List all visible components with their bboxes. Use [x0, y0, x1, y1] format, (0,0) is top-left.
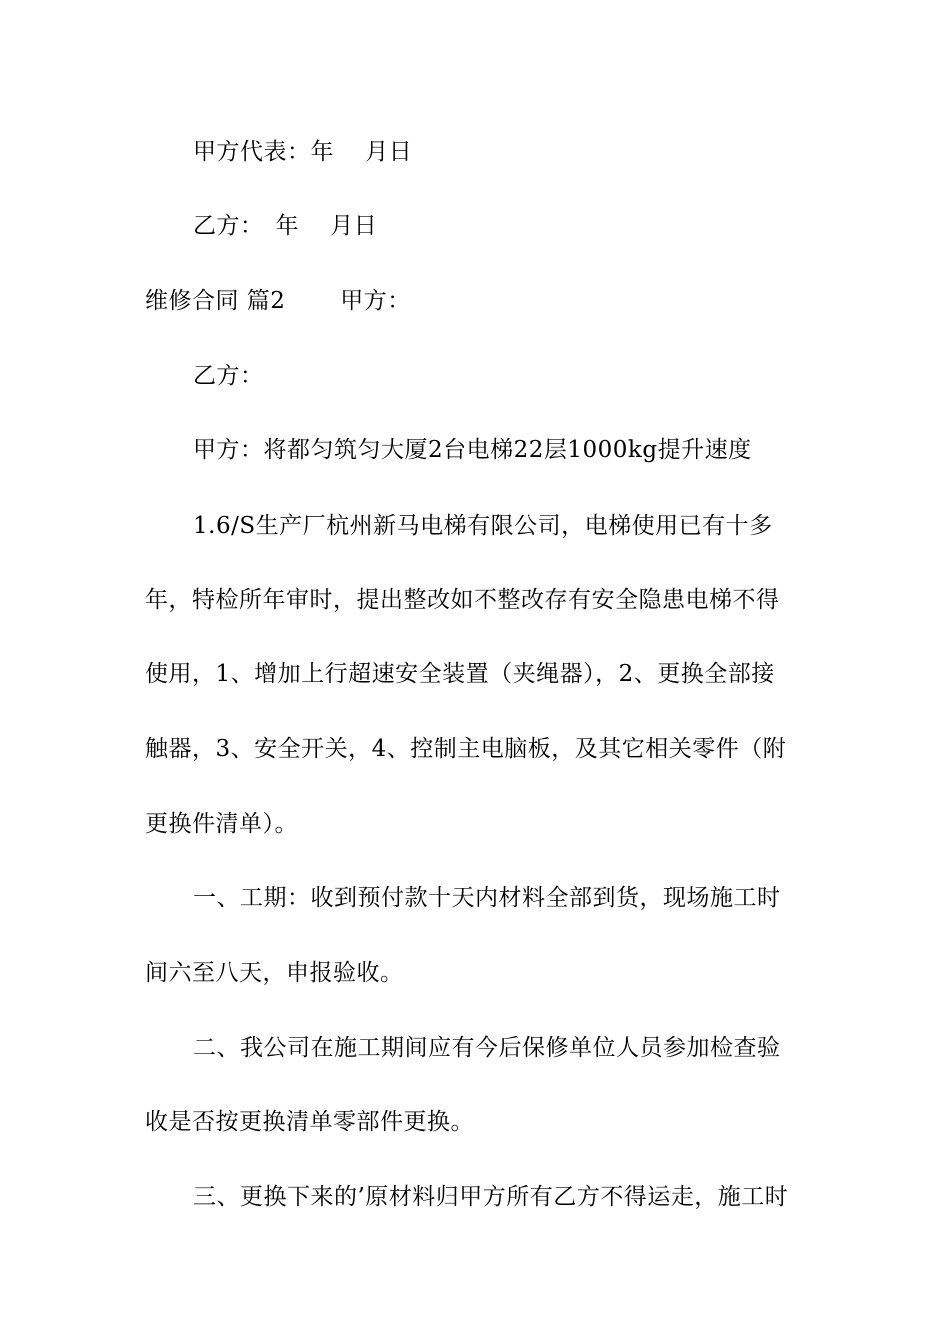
signature-line-party-b: 乙方： 年 月日	[193, 213, 378, 239]
paragraph-line: 年，特检所年审时，提出整改如不整改存有安全隐患电梯不得	[145, 587, 780, 613]
paragraph-line: 触器，3、安全开关，4、控制主电脑板，及其它相关零件（附	[145, 736, 787, 762]
clause-2-line: 收是否按更换清单零部件更换。	[145, 1109, 474, 1135]
paragraph-line: 1.6/S生产厂杭州新马电梯有限公司，电梯使用已有十多	[193, 513, 773, 539]
signature-line-party-a-rep: 甲方代表：年 月日	[193, 139, 413, 165]
clause-1-line: 间六至八天，申报验收。	[145, 960, 404, 986]
paragraph-line: 使用，1、增加上行超速安全装置（夹绳器），2、更换全部接	[145, 661, 775, 687]
clause-2-line: 二、我公司在施工期间应有今后保修单位人员参加检查验	[193, 1035, 781, 1061]
clause-3-line: 三、更换下来的’原材料归甲方所有乙方不得运走，施工时	[193, 1184, 789, 1210]
clause-1-line: 一、工期：收到预付款十天内材料全部到货，现场施工时	[193, 885, 781, 911]
contract-heading: 维修合同 篇2 甲方：	[145, 288, 411, 314]
party-b-line: 乙方：	[193, 363, 264, 389]
paragraph-line: 更换件清单）。	[145, 811, 298, 837]
paragraph-line: 甲方：将都匀筑匀大厦2台电梯22层1000kg提升速度	[193, 437, 752, 463]
